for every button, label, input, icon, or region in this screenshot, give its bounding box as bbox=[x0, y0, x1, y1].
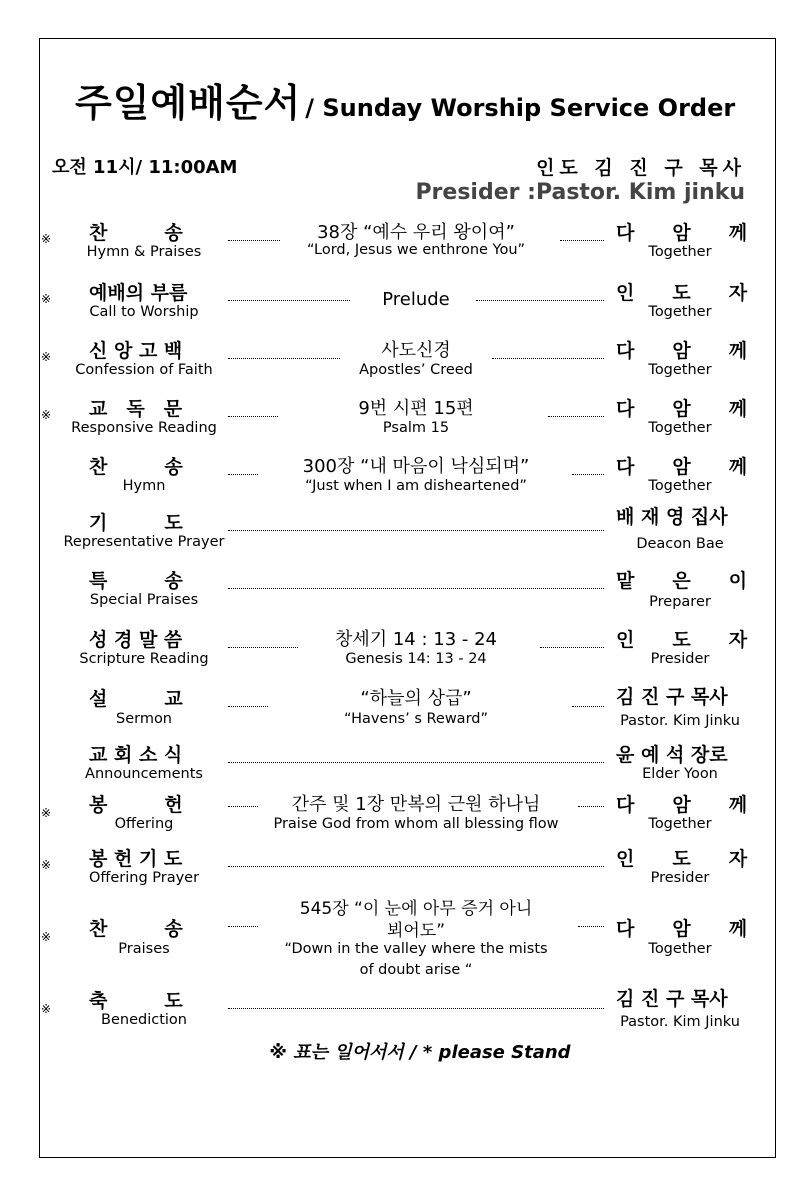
item-leader-en: Elder Yoon bbox=[642, 766, 718, 782]
item-leader-en: Presider bbox=[650, 870, 710, 886]
item-title-en: Sermon bbox=[115, 711, 173, 727]
stand-marker: ※ bbox=[41, 232, 52, 246]
dotted-leader bbox=[492, 358, 604, 359]
item-leader-ko: 인 도 자 bbox=[616, 848, 748, 870]
item-leader-en: Together bbox=[648, 816, 712, 832]
item-content-ko: 9번 시편 15편 bbox=[358, 398, 474, 419]
item-title-en: Call to Worship bbox=[89, 304, 199, 320]
item-content-ko-line2: 뵈어도” bbox=[386, 921, 446, 941]
item-leader-en: Together bbox=[648, 478, 712, 494]
dotted-leader bbox=[578, 806, 604, 807]
stand-marker: ※ bbox=[41, 1002, 52, 1016]
item-leader-ko: 다 암 께 bbox=[616, 794, 748, 816]
item-title-ko: 기 도 bbox=[89, 512, 183, 534]
item-title-ko: 예배의 부름 bbox=[89, 282, 188, 304]
item-leader-en: Together bbox=[648, 244, 712, 260]
item-content-ko: 간주 및 1장 만복의 근원 하나님 bbox=[291, 794, 541, 815]
item-title-ko: 설 교 bbox=[89, 688, 183, 710]
title-korean: 주일예배순서 bbox=[75, 81, 302, 125]
item-leader-ko: 윤 예 석 장로 bbox=[616, 744, 728, 766]
item-title-en: Confession of Faith bbox=[75, 362, 213, 378]
stand-marker: ※ bbox=[41, 858, 52, 872]
item-title-ko: 찬 송 bbox=[89, 456, 183, 478]
item-leader-ko: 다 암 께 bbox=[616, 222, 748, 244]
item-title-ko: 특 송 bbox=[89, 570, 183, 592]
item-title-ko: 교 회 소 식 bbox=[89, 744, 183, 766]
stand-marker: ※ bbox=[41, 806, 52, 820]
item-title-en: Scripture Reading bbox=[79, 651, 209, 667]
dotted-leader bbox=[228, 588, 604, 589]
item-content-en: “Lord, Jesus we enthrone You” bbox=[306, 242, 526, 258]
stand-marker: ※ bbox=[41, 350, 52, 364]
dotted-leader bbox=[572, 474, 604, 475]
item-title-ko: 신 앙 고 백 bbox=[89, 340, 183, 362]
item-content-ko: Prelude bbox=[382, 289, 450, 310]
page-title bbox=[75, 72, 735, 127]
item-title-en: Hymn & Praises bbox=[86, 244, 202, 260]
item-leader-en: Together bbox=[648, 420, 712, 436]
item-title-ko: 교 독 문 bbox=[89, 398, 183, 420]
item-title-en: Offering Prayer bbox=[88, 870, 200, 886]
leader-korean: 인도 김 진 구 목사 bbox=[536, 157, 746, 179]
item-title-ko: 봉 헌 기 도 bbox=[89, 848, 183, 870]
item-title-ko: 찬 송 bbox=[89, 918, 183, 940]
item-title-en: Benediction bbox=[101, 1012, 187, 1028]
item-title-en: Praises bbox=[118, 941, 170, 957]
item-title-ko: 축 도 bbox=[89, 990, 183, 1012]
item-title-ko: 봉 헌 bbox=[89, 794, 183, 816]
item-content-en-line2: of doubt arise “ bbox=[359, 962, 473, 978]
item-leader-ko: 김 진 구 목사 bbox=[616, 988, 728, 1010]
dotted-leader bbox=[228, 1008, 604, 1009]
item-content-en: “Havens’ s Reward” bbox=[344, 711, 488, 727]
item-content-en: Genesis 14: 13 - 24 bbox=[345, 651, 487, 667]
item-leader-ko: 인 도 자 bbox=[616, 282, 748, 304]
item-content-en: “Just when I am disheartened” bbox=[305, 478, 527, 494]
item-content-ko: 300장 “내 마음이 낙심되며” bbox=[302, 456, 530, 477]
item-content-ko: 창세기 14 : 13 - 24 bbox=[334, 629, 498, 650]
item-leader-en: Pastor. Kim Jinku bbox=[620, 713, 740, 729]
item-content-en: “Down in the valley where the mists bbox=[284, 941, 548, 957]
item-content-ko: 545장 “이 눈에 아무 증거 아니 bbox=[299, 899, 533, 919]
item-content-en: Apostles’ Creed bbox=[359, 362, 473, 378]
dotted-leader bbox=[228, 866, 604, 867]
dotted-leader bbox=[560, 240, 604, 241]
dotted-leader bbox=[572, 706, 604, 707]
item-title-en: Representative Prayer bbox=[63, 534, 225, 550]
item-title-en: Hymn bbox=[122, 478, 166, 494]
item-leader-en: Presider bbox=[650, 651, 710, 667]
item-leader-ko: 맡 은 이 bbox=[616, 570, 748, 592]
item-title-en: Special Praises bbox=[89, 592, 199, 608]
item-leader-en: Together bbox=[648, 304, 712, 320]
stand-note: ※ 표는 일어서서 / * please Stand bbox=[269, 1042, 571, 1063]
item-leader-ko: 인 도 자 bbox=[616, 629, 748, 651]
presider-english: Presider :Pastor. Kim jinku bbox=[415, 180, 745, 205]
item-content-en: Psalm 15 bbox=[382, 420, 450, 436]
stand-marker: ※ bbox=[41, 408, 52, 422]
dotted-leader bbox=[476, 300, 604, 301]
item-leader-ko: 다 암 께 bbox=[616, 456, 748, 478]
dotted-leader bbox=[540, 647, 604, 648]
item-content-en: Praise God from whom all blessing flow bbox=[273, 816, 559, 832]
item-title-en: Responsive Reading bbox=[71, 420, 217, 436]
item-leader-en: Pastor. Kim Jinku bbox=[620, 1014, 740, 1030]
item-leader-en: Preparer bbox=[649, 594, 711, 610]
item-leader-ko: 다 암 께 bbox=[616, 918, 748, 940]
item-title-en: Offering bbox=[114, 816, 174, 832]
item-content-ko: “하늘의 상급” bbox=[360, 688, 472, 709]
item-leader-ko: 다 암 께 bbox=[616, 340, 748, 362]
dotted-leader bbox=[578, 926, 604, 927]
item-title-ko: 성 경 말 씀 bbox=[89, 629, 183, 651]
item-content-ko: 38장 “예수 우리 왕이여” bbox=[317, 222, 515, 243]
item-title-ko: 찬 송 bbox=[89, 222, 183, 244]
item-leader-ko: 배 재 영 집사 bbox=[616, 506, 728, 528]
dotted-leader bbox=[228, 530, 604, 531]
item-leader-en: Together bbox=[648, 941, 712, 957]
item-leader-ko: 다 암 께 bbox=[616, 398, 748, 420]
item-leader-ko: 김 진 구 목사 bbox=[616, 686, 728, 708]
item-leader-en: Together bbox=[648, 362, 712, 378]
service-time: 오전 11시/ 11:00AM bbox=[52, 157, 238, 178]
stand-marker: ※ bbox=[41, 930, 52, 944]
dotted-leader bbox=[228, 762, 604, 763]
item-leader-en: Deacon Bae bbox=[636, 536, 724, 552]
item-title-en: Announcements bbox=[85, 766, 203, 782]
item-content-ko: 사도신경 bbox=[381, 340, 451, 361]
title-english: / Sunday Worship Service Order bbox=[305, 94, 736, 122]
stand-marker: ※ bbox=[41, 292, 52, 306]
dotted-leader bbox=[548, 416, 604, 417]
